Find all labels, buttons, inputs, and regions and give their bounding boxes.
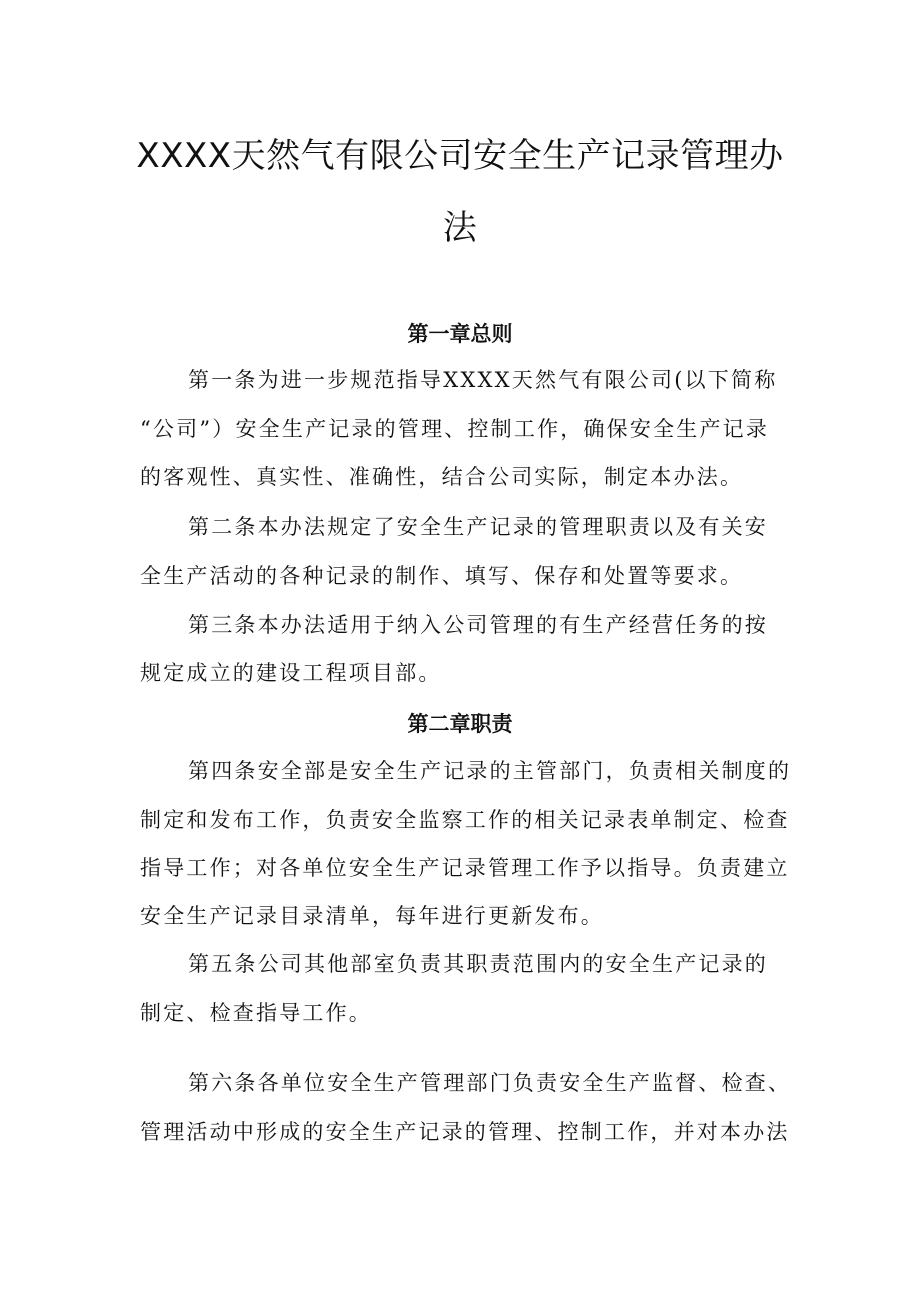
paragraph-line: 制定和发布工作，负责安全监察工作的相关记录表单制定、检查 bbox=[140, 808, 790, 832]
paragraph-line: 第五条公司其他部室负责其职责范围内的安全生产记录的 bbox=[188, 952, 768, 976]
paragraph-line: 规定成立的建设工程项目部。 bbox=[140, 661, 442, 685]
paragraph-line: 指导工作；对各单位安全生产记录管理工作予以指导。负责建立 bbox=[140, 856, 790, 880]
paragraph-line: 第四条安全部是安全生产记录的主管部门，负责相关制度的 bbox=[188, 759, 792, 783]
paragraph-line: 第二条本办法规定了安全生产记录的管理职责以及有关安 bbox=[188, 515, 768, 539]
paragraph-line: 制定、检查指导工作。 bbox=[140, 1001, 372, 1025]
paragraph-line: 管理活动中形成的安全生产记录的管理、控制工作，并对本办法 bbox=[140, 1120, 790, 1144]
paragraph-line: 的客观性、真实性、准确性，结合公司实际，制定本办法。 bbox=[140, 465, 744, 489]
paragraph-line: 第三条本办法适用于纳入公司管理的有生产经营任务的按 bbox=[188, 613, 768, 637]
paragraph-line: 第六条各单位安全生产管理部门负责安全生产监督、检查、 bbox=[188, 1071, 792, 1095]
paragraph-line: “公司”）安全生产记录的管理、控制工作，确保安全生产记录 bbox=[140, 417, 770, 441]
document-title-line1: XXXX天然气有限公司安全生产记录管理办 bbox=[136, 136, 784, 176]
paragraph-line: 安全生产记录目录清单，每年进行更新发布。 bbox=[140, 904, 604, 928]
chapter-heading: 第二章职责 bbox=[407, 711, 513, 736]
paragraph-line: 第一条为进一步规范指导XXXX天然气有限公司(以下简称 bbox=[188, 368, 778, 392]
chapter-heading: 第一章总则 bbox=[407, 321, 513, 346]
document-title-line2: 法 bbox=[442, 208, 478, 248]
paragraph-line: 全生产活动的各种记录的制作、填写、保存和处置等要求。 bbox=[140, 564, 744, 588]
